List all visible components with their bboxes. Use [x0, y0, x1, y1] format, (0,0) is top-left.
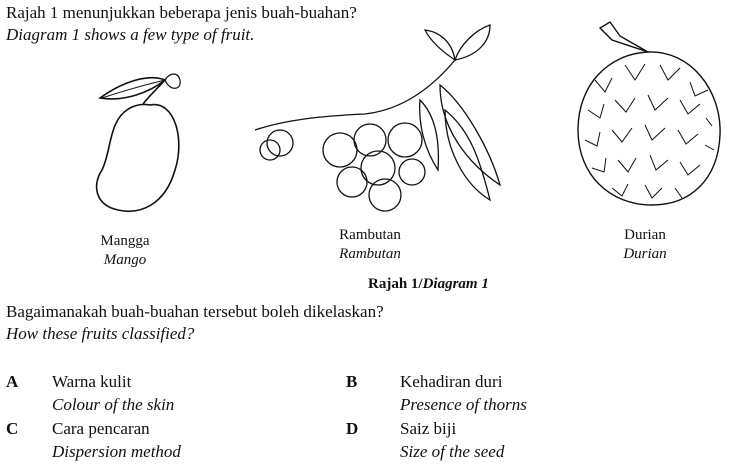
option-c-letter: C — [6, 419, 19, 438]
diagram-caption — [368, 276, 489, 293]
question-prompt-english: How these fruits classified? — [6, 324, 195, 343]
rambutan-caption — [320, 226, 420, 264]
durian-name-malay: Durian — [624, 227, 666, 243]
durian-caption — [600, 226, 690, 264]
diagram-caption-malay: Rajah 1/ — [368, 276, 423, 292]
rambutan-illustration — [255, 25, 500, 211]
option-a-letter: A — [6, 372, 19, 391]
mango-illustration — [97, 74, 181, 211]
question-stem-malay: Rajah 1 menunjukkan beberapa jenis buah-buahan? — [6, 3, 357, 22]
option-d-text-english: Size of the seed — [400, 442, 505, 461]
option-d-letter: D — [346, 419, 359, 438]
option-d-text-malay: Saiz biji — [400, 419, 457, 438]
rambutan-name-malay: Rambutan — [339, 227, 401, 243]
question-stem-english: Diagram 1 shows a few type of fruit. — [6, 25, 255, 44]
option-a-text-english: Colour of the skin — [52, 395, 175, 414]
question-prompt-malay: Bagaimanakah buah-buahan tersebut boleh dikelaskan? — [6, 302, 384, 321]
mango-caption — [80, 232, 170, 270]
option-c-text-english: Dispersion method — [52, 442, 181, 461]
mango-name-malay: Mangga — [100, 233, 150, 249]
diagram-caption-english: Diagram 1 — [422, 276, 489, 292]
option-b-text-malay: Kehadiran duri — [400, 372, 503, 391]
option-a-text-malay: Warna kulit — [52, 372, 132, 391]
rambutan-name-english: Rambutan — [339, 246, 401, 262]
mango-name-english: Mango — [103, 252, 147, 268]
option-b-letter: B — [346, 372, 358, 391]
option-c-text-malay: Cara pencaran — [52, 419, 150, 438]
durian-name-english: Durian — [623, 246, 667, 262]
option-b-text-english: Presence of thorns — [400, 395, 527, 414]
durian-illustration — [578, 22, 720, 205]
